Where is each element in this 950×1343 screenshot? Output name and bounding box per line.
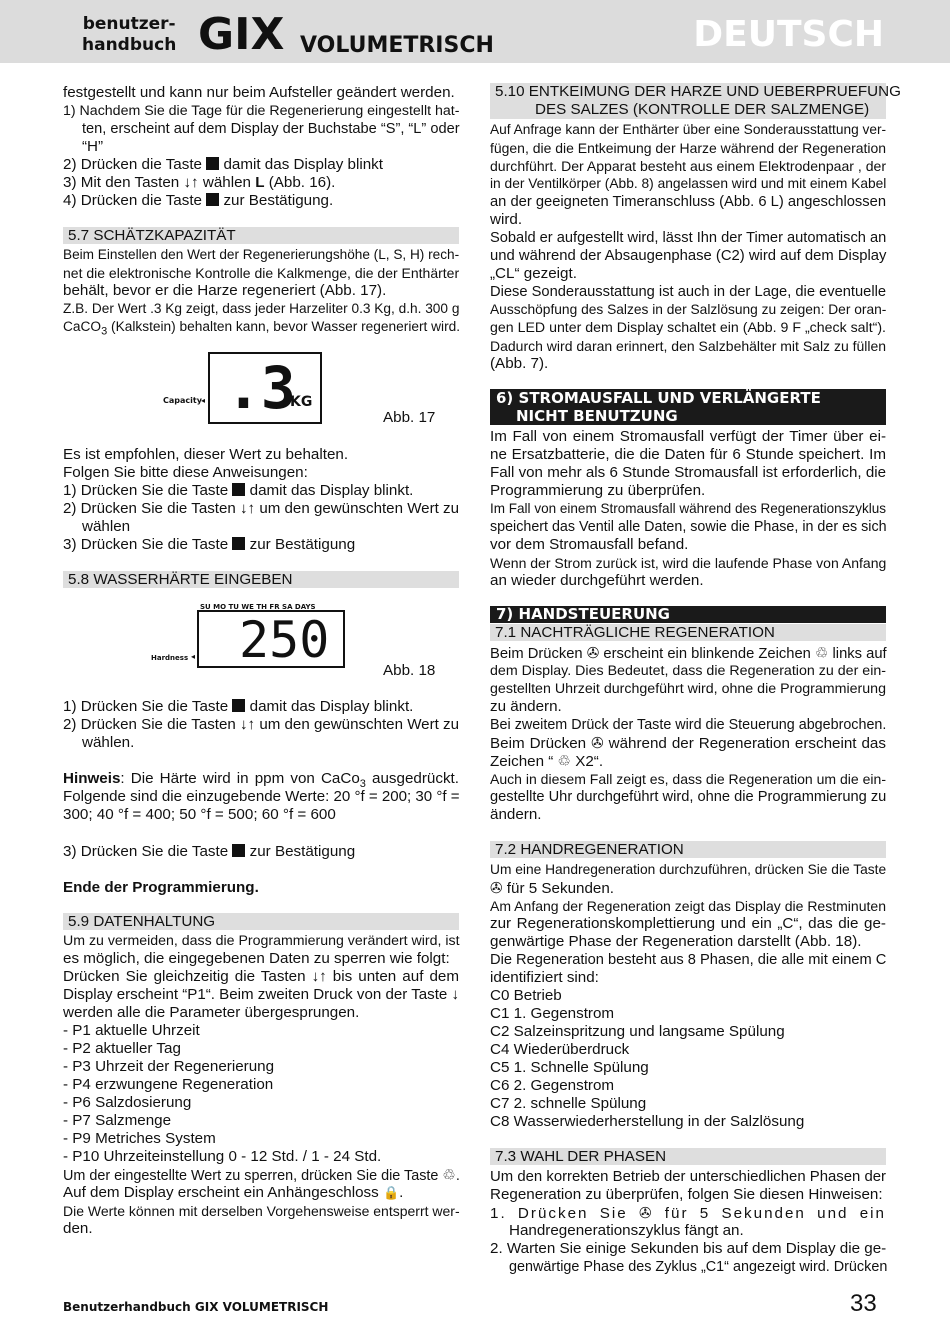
text-line: dem Display. Dies Bedeutet, dass die Regeneration zu der ein- <box>490 663 886 679</box>
list-item: C8 Wasserwiederherstellung in der Salzlösung <box>490 1113 805 1130</box>
text-line: ten, erscheint auf dem Display der Buchstabe “S”, “L” oder <box>82 121 460 137</box>
text-line: zur Regenerationskomplettierung und ein „C“, das die ge- <box>490 915 886 932</box>
text-line: 3) Mit den Tasten ↓↑ wählen L (Abb. 16). <box>63 174 336 191</box>
section-heading-7: 7) HANDSTEUERUNG <box>490 606 886 623</box>
text-line: Um den korrekten Betrieb der unterschiedlichen Phasen der <box>490 1169 886 1185</box>
text-line: und während der Absaugenphase (C2) wird auf dem Display <box>490 248 887 264</box>
section-heading-5-9: 5.9 DATENHALTUNG <box>63 913 459 930</box>
text-line: Die Regeneration besteht aus 8 Phasen, die alle mit einem C <box>490 952 887 968</box>
list-item: - P7 Salzmenge <box>63 1112 172 1129</box>
text-line: Um eine Handregeneration durchzuführen, drücken Sie die Taste <box>490 862 887 877</box>
text-line: Beim Drücken ✇ erscheint ein blinkende Zeichen ♲ links auf <box>490 644 887 662</box>
capacity-label: Capacity <box>163 396 202 405</box>
text-line: Auf Anfrage kann der Enthärter über eine Sonderausstattung ver- <box>490 122 887 137</box>
lock-icon: 🔒 <box>382 1186 400 1201</box>
text-line: wird. <box>490 211 523 228</box>
text-line: 1) Drücken Sie die Taste damit das Display blinkt. <box>63 698 414 715</box>
recycle-icon: ♲ <box>442 1166 456 1184</box>
text-line: Folgende sind die einzugebende Werte: 20 °f = 200; 30 °f = <box>63 788 460 805</box>
text-line: den. <box>63 1220 93 1237</box>
text-line: CaCO$_3$ (Kalkstein) behalten kann, bevor Wasser regeneriert wird. <box>63 319 461 338</box>
text-line: 3) Drücken Sie die Taste zur Bestätigung <box>63 843 356 860</box>
hardness-value: 250 <box>239 611 330 669</box>
text-line: 2) Drücken Sie die Tasten ↓↑ um den gewünschten Wert zu <box>63 716 459 733</box>
text-line: 2) Drücken die Taste damit das Display blinkt <box>63 156 383 173</box>
text-line: 1) Nachdem Sie die Tage für die Regenerierung eingestellt hat- <box>63 103 460 119</box>
header-product-name: GIX <box>198 9 285 60</box>
text-line: „CL“ gezeigt. <box>490 265 577 282</box>
footer-title: Benutzerhandbuch GIX VOLUMETRISCH <box>63 1300 329 1314</box>
text-line: Am Anfang der Regeneration zeigt das Display die Restminuten <box>490 898 886 914</box>
text-line: Zeichen “ ♲ X2“. <box>490 752 604 770</box>
header-product-variant: VOLUMETRISCH <box>300 33 494 58</box>
list-item: C2 Salzeinspritzung und langsame Spülung <box>490 1023 785 1040</box>
text-line: Auch in diesem Fall zeigt es, dass die Regeneration um die ein- <box>490 771 886 787</box>
text-line: Im Fall von einem Stromausfall verfügt der Timer über ei- <box>490 428 886 445</box>
text-line: net die elektronische Kontrolle die Kalkmenge, die der Enthärter <box>63 265 460 281</box>
text-line: ändern. <box>490 806 542 823</box>
section-heading-5-7: 5.7 SCHÄTZKAPAZITÄT <box>63 227 459 244</box>
capacity-value: .3 <box>226 354 296 422</box>
list-item: C1 1. Gegenstrom <box>490 1005 615 1022</box>
text-line: Beim Einstellen den Wert der Regenerierungshöhe (L, S, H) rech- <box>63 247 460 262</box>
text-line: Z.B. Der Wert .3 Kg zeigt, dass jeder Harzeliter 0.3 Kg, d.h. 300 g <box>63 301 460 316</box>
text-line: Bei zweitem Drück der Taste wird die Steuerung abgebrochen. <box>490 717 887 733</box>
list-item: - P2 aktueller Tag <box>63 1040 181 1057</box>
hardness-label: Hardness <box>151 654 189 662</box>
text-line: genwärtige Phase des Zyklus „C1“ angezeigt wird. Drücken <box>509 1259 888 1275</box>
text-line: Um zu vermeiden, dass die Programmierung verändert wird, ist <box>63 933 460 949</box>
text-line: identifiziert sind: <box>490 969 599 986</box>
text-line: Diese Sonderausstattung ist auch in der Lage, die eventuelle <box>490 284 886 300</box>
regeneration-key-icon: ✇ <box>490 879 503 897</box>
text-line: 1. Drücken Sie ✇ für 5 Sekunden und ein <box>490 1204 886 1222</box>
text-line: Programmierung zu überprüfen. <box>490 482 706 499</box>
list-item: - P3 Uhrzeit der Regenerierung <box>63 1058 275 1075</box>
text-line: in der Ventilkörper (Abb. 8) angelassen wird und mit einem Kabel <box>490 176 887 191</box>
hardness-display <box>197 610 345 668</box>
text-line: genwärtige Phase der Regeneration darstellt (Abb. 18). <box>490 933 862 950</box>
text-line: vor dem Stromausfall befand. <box>490 536 689 553</box>
text-line: Regeneration zu überprüfen, folgen Sie diesen Hinweisen: <box>490 1186 883 1203</box>
text-line: an wieder durchgeführt werden. <box>490 572 704 589</box>
regeneration-key-icon: ✇ <box>638 1204 654 1222</box>
pointer-icon: ◂ <box>201 396 206 405</box>
text-line: gestellten Uhrzeit durchgeführt wird, ohne die Programmierung <box>490 681 886 697</box>
text-line: gestellte Uhr durchgeführt wird, ohne die Programmierung zu <box>490 789 887 805</box>
section-heading-7-1: 7.1 NACHTRÄGLICHE REGENERATION <box>490 624 886 641</box>
list-item: C0 Betrieb <box>490 987 562 1004</box>
days-label: SU MO TU WE TH FR SA DAYS <box>200 603 316 611</box>
stop-key-icon <box>206 193 219 206</box>
text-line: Fall von mehr als 6 Stunde Stromausfall ist erforderlich, die <box>490 464 886 481</box>
text-line: Im Fall von einem Stromausfall während des Regenerationszyklus <box>490 501 886 516</box>
stop-key-icon <box>232 537 245 550</box>
text-line: 2) Drücken Sie die Tasten ↓↑ um den gewünschten Wert zu <box>63 500 459 517</box>
page-number: 33 <box>850 1290 877 1317</box>
text-line: zu ändern. <box>490 698 562 715</box>
list-item: - P6 Salzdosierung <box>63 1094 192 1111</box>
text-line: 1) Drücken Sie die Taste damit das Display blinkt. <box>63 482 414 499</box>
text-line: Auf dem Display erscheint ein Anhängeschloss 🔒. <box>63 1184 404 1201</box>
text-line: behält, bevor er die Harze regeneriert (Abb. 17). <box>63 282 387 299</box>
text-line: 4) Drücken die Taste zur Bestätigung. <box>63 192 334 209</box>
stop-key-icon <box>232 844 245 857</box>
text-line: fügen, die die Entkeimung der Harze während der Regeneration <box>490 140 887 156</box>
list-item: C5 1. Schnelle Spülung <box>490 1059 649 1076</box>
figure-caption: Abb. 18 <box>383 662 436 679</box>
text-line: festgestellt und kann nur beim Aufsteller geändert werden. <box>63 84 455 101</box>
stop-key-icon <box>206 157 219 170</box>
text-line: Beim Drücken ✇ während der Regeneration erscheint das <box>490 734 886 752</box>
text-line: 300; 40 °f = 400; 50 °f = 500; 60 °f = 600 <box>63 806 336 823</box>
text-line: Ausschöpfung des Salzes in der Salzlösung zu zeigen: Der oran- <box>490 302 887 317</box>
text-line: (Abb. 7). <box>490 355 549 372</box>
text-line: gen LED unter dem Display schaltet ein (Abb. 9 F „check salt“). <box>490 320 886 336</box>
regeneration-key-icon: ✇ <box>586 644 600 662</box>
pointer-icon: ◂ <box>191 652 196 661</box>
stop-key-icon <box>232 483 245 496</box>
recycle-icon: ♲ <box>557 752 571 770</box>
text-line: ✇ für 5 Sekunden. <box>490 879 615 897</box>
text-line: durchführt. Der Apparat besteht aus einem Elektrodenpaar , der <box>490 158 886 174</box>
list-item: - P1 aktuelle Uhrzeit <box>63 1022 200 1039</box>
section-heading-6: 6) STROMAUSFALL UND VERLÄNGERTE NICHT BENUTZUNG <box>490 389 886 425</box>
text-line: Drücken Sie gleichzeitig die Tasten ↓↑ bis unten auf dem <box>63 968 459 985</box>
text-line: “H” <box>82 138 104 155</box>
header-language: DEUTSCH <box>693 14 884 55</box>
text-line: Handregenerationszyklus fängt an. <box>509 1222 744 1239</box>
stop-key-icon <box>232 699 245 712</box>
section-heading-5-8: 5.8 WASSERHÄRTE EINGEBEN <box>63 571 459 588</box>
capacity-unit: KG <box>290 394 313 410</box>
text-line: Es ist empfohlen, dieser Wert zu behalten. <box>63 446 349 463</box>
text-line: Hinweis: Die Härte wird in ppm von CaCo$_3$ ausgedrückt. <box>63 770 459 791</box>
section-heading-7-2: 7.2 HANDREGENERATION <box>490 841 886 858</box>
recycle-icon: ♲ <box>814 644 829 662</box>
text-line: Dadurch wird daran erinnert, den Salzbehälter mit Salz zu füllen <box>490 338 887 354</box>
figure-caption: Abb. 17 <box>383 409 436 426</box>
text-line: an der geeigneten Timeranschluss (Abb. 6 L) angeschlossen <box>490 194 887 210</box>
text-line: Um der eingestellte Wert zu sperren, drücken Sie die Taste ♲. <box>63 1166 460 1184</box>
text-line: 2. Warten Sie einige Sekunden bis auf dem Display die ge- <box>490 1240 887 1257</box>
capacity-display <box>208 352 322 424</box>
text-line: Folgen Sie bitte diese Anweisungen: <box>63 464 308 481</box>
list-item: C4 Wiederüberdruck <box>490 1041 630 1058</box>
section-heading-7-3: 7.3 WAHL DER PHASEN <box>490 1148 886 1165</box>
list-item: C7 2. schnelle Spülung <box>490 1095 647 1112</box>
text-line: Die Werte können mit derselben Vorgehensweise entsperrt wer- <box>63 1203 460 1219</box>
page-header <box>0 0 950 63</box>
text-line: ne Ersatzbatterie, die die Daten für 6 Stunde speichert. Im <box>490 446 886 463</box>
list-item: C6 2. Gegenstrom <box>490 1077 615 1094</box>
text-line: Ende der Programmierung. <box>63 879 259 896</box>
text-line: werden alle die Parameter übergesprungen. <box>63 1004 360 1021</box>
regeneration-key-icon: ✇ <box>591 734 604 752</box>
text-line: Sobald er aufgestellt wird, lässt Ihn der Timer automatisch an <box>490 230 887 246</box>
text-line: es möglich, die eingegebenen Daten zu sperren wie folgt: <box>63 950 450 967</box>
list-item: - P4 erzwungene Regeneration <box>63 1076 274 1093</box>
text-line: Wenn der Strom zurück ist, wird die laufende Phase von Anfang <box>490 555 887 571</box>
header-manual-label: benutzer- handbuch <box>82 14 177 55</box>
text-line: wählen. <box>82 734 135 751</box>
text-line: 3) Drücken Sie die Taste zur Bestätigung <box>63 536 356 553</box>
section-heading-5-10: 5.10 ENTKEIMUNG DER HARZE UND UEBERPRUEFUNG DES SALZES (KONTROLLE DER SALZMENGE) <box>490 83 886 119</box>
text-line: wählen <box>82 518 131 535</box>
text-line: Display erscheint “P1“. Beim zweiten Druck von der Taste ↓ <box>63 986 460 1003</box>
text-line: speichert das Ventil alle Daten, sowie die Phase, in der es sich <box>490 519 887 535</box>
list-item: - P10 Uhrzeiteinstellung 0 - 12 Std. / 1 - 24 Std. <box>63 1148 382 1165</box>
list-item: - P9 Metriches System <box>63 1130 216 1147</box>
